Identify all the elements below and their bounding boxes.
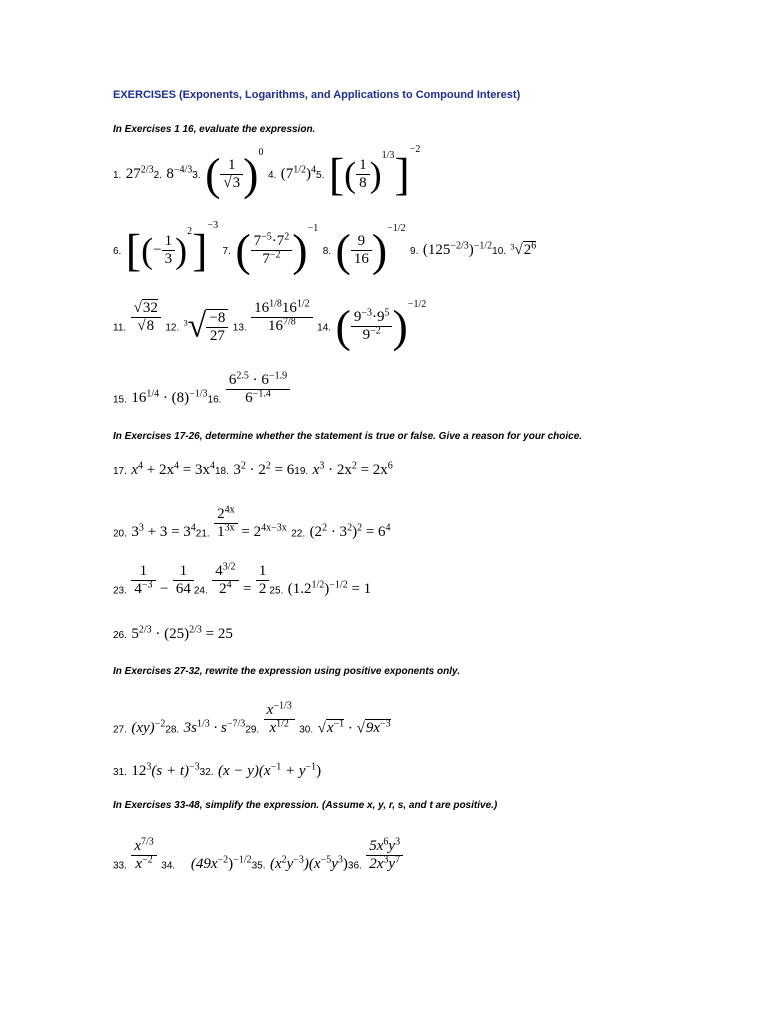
exercise-number: 11.: [113, 322, 127, 334]
expr-16: $\frac{6^{2.5} \cdot 6^{-1.9}}{6^{-1.4}}$: [226, 372, 290, 408]
exercise-row-3: [113, 300, 426, 350]
expr-4: $(7^{1/2})^4$: [280, 164, 317, 182]
expr-17: $x^4 + 2x^4 = 3x^4$: [131, 460, 215, 478]
exercise-number: 24.: [193, 585, 208, 597]
expr-2: $8^{-4/3}$: [166, 164, 193, 182]
expr-12: $^3$√ $\frac{-8}{27}$: [184, 318, 229, 334]
exercise-row-8: [113, 625, 233, 643]
expr-32: $(x - y)(x^{-1} + y^{-1})$: [217, 761, 322, 779]
exercise-number: 15.: [113, 394, 127, 406]
exercise-row-11: [113, 838, 403, 874]
exercise-number: 5.: [316, 170, 325, 181]
expr-5: [( $\frac{1}{8}$ )$^{1/3}$]$^{-2}$: [328, 144, 421, 200]
expr-28: $3s^{1/3} \cdot s^{-7/3}$: [183, 718, 246, 737]
exercise-row-1: [113, 144, 421, 200]
expr-30: $√x^{-1} \cdot √9x^{-3}$: [317, 718, 391, 737]
equals-sign: =: [242, 581, 252, 598]
expr-33: $\frac{x^{7/3}}{x^{-2}}$: [131, 838, 156, 874]
exercise-number: 1.: [113, 170, 122, 181]
expr-27: (xy)$^{-2}$: [131, 718, 166, 737]
expr-3: ( $\frac{1}{√3}$ )$^0$: [205, 147, 264, 200]
expr-10: $^3√2^6$: [510, 240, 537, 258]
expr-36: $\frac{5x^6y^3}{2x^3y^7}$: [366, 838, 403, 874]
exercise-number: 25.: [269, 585, 284, 597]
expr-22: $(2^2 \cdot 3^2)^2 = 6^4$: [309, 522, 391, 541]
expr-14: ( $\frac{9^{-3}\cdot 9^5}{9^{-2}}$ )$^{-1/2}$: [335, 299, 427, 352]
exercise-number: 6.: [113, 246, 122, 257]
exercise-number: 7.: [222, 246, 231, 257]
exercise-row-7: [113, 563, 371, 599]
exercise-number: 23.: [113, 585, 127, 597]
exercise-number: 4.: [267, 170, 277, 181]
expr-35: $(x^2y^{-3})(x^{-5}y^3)$: [269, 854, 348, 873]
exercise-number: 14.: [317, 322, 332, 334]
exercise-row-4: [113, 372, 290, 408]
instruction-33-48: In Exercises 33-48, simplify the expression. (Assume x, y, r, s, and t are positive.): [113, 800, 498, 811]
exercise-number: 2.: [153, 170, 162, 181]
exercise-number: 10.: [492, 246, 507, 257]
exercise-number: 22.: [291, 528, 306, 540]
expr-29: $\frac{x^{-1/3}}{x^{1/2}}$: [264, 702, 295, 738]
instruction-17-26: In Exercises 17-26, determine whether the statement is true or false. Give a reason for your choice.: [113, 431, 583, 442]
expr-23-rhs: $\frac{1}{64}$: [173, 563, 194, 599]
exercise-number: 26.: [113, 630, 127, 641]
exercise-number: 27.: [113, 724, 127, 736]
expr-24: $\frac{4^{3/2}}{2^4}$: [212, 563, 238, 599]
expr-20: $3^3 + 3 = 3^4$: [131, 522, 196, 541]
exercise-number: 32.: [199, 767, 214, 778]
expr-21-rhs: = $2^{4x-3x}$: [237, 522, 287, 541]
exercise-number: 29.: [245, 724, 260, 736]
expr-6: [(− $\frac{1}{3}$ )$^2$]$^{-3}$: [125, 220, 219, 276]
expr-18: $3^2 \cdot 2^2 = 6$: [233, 460, 295, 478]
exercise-number: 28.: [165, 724, 180, 736]
expr-1: $27^{2/3}$: [125, 164, 154, 182]
exercise-number: 30.: [299, 724, 314, 736]
exercise-number: 3.: [192, 170, 201, 181]
expr-25: $(1.2^{1/2})^{-1/2} = 1$: [287, 579, 372, 598]
expr-34: $(49x^{-2})^{-1/2}$: [190, 854, 252, 873]
exercise-number: 13.: [232, 322, 247, 334]
exercise-number: 31.: [113, 767, 127, 778]
page-title: EXERCISES (Exponents, Logarithms, and Applications to Compound Interest): [113, 89, 521, 101]
exercise-number: 35.: [251, 860, 266, 872]
expr-24-rhs: $\frac{1}{2}$: [256, 563, 270, 599]
exercise-row-9: [113, 702, 391, 738]
expr-21: $\frac{2^{4x}}{1^{3x}}$: [214, 506, 238, 542]
exercise-number: 17.: [113, 466, 127, 477]
expr-15: $16^{1/4} \cdot (8)^{-1/3}$: [131, 388, 208, 407]
expr-11: $\frac{√32}{√8}$: [131, 300, 161, 336]
instruction-1-16: In Exercises 1 16, evaluate the expression.: [113, 124, 316, 135]
expr-19: $x^3 \cdot 2x^2 = 2x^6$: [312, 460, 393, 478]
exercise-number: 9.: [410, 246, 419, 257]
exercise-number: 21.: [195, 528, 210, 540]
expr-26: $5^{2/3} \cdot (25)^{2/3} = 25$: [131, 624, 233, 642]
exercise-number: 16.: [207, 394, 222, 406]
expr-8: ( $\frac{9}{16}$ )$^{-1/2}$: [335, 223, 406, 276]
expr-9: $(125^{-2/3})^{-1/2}$: [422, 240, 493, 258]
exercise-number: 18.: [214, 466, 229, 477]
exercise-number: 20.: [113, 528, 127, 540]
exercise-row-6: [113, 506, 391, 542]
exercise-number: 19.: [294, 466, 309, 477]
expr-7: ( $\frac{7^{-5}\cdot 7^2}{7^{-2}}$ )$^{-1}$: [235, 223, 319, 276]
exercise-row-10: [113, 762, 321, 780]
instruction-27-32: In Exercises 27-32, rewrite the expression using positive exponents only.: [113, 666, 460, 677]
exercise-row-5: [113, 461, 393, 479]
expr-31: $12^3(s + t)^{-3}$: [131, 761, 200, 779]
exercise-number: 34.: [161, 860, 176, 872]
exercise-row-2: [113, 220, 537, 276]
exercise-number: 12.: [165, 322, 180, 334]
expr-23: $\frac{1}{4^{-3}}$: [131, 563, 155, 599]
minus-sign: −: [159, 581, 169, 598]
exercise-number: 8.: [322, 246, 332, 257]
expr-13: $\frac{16^{1/8}16^{1/2}}{16^{7/8}}$: [251, 300, 313, 336]
exercise-number: 36.: [347, 860, 362, 872]
exercise-number: 33.: [113, 860, 127, 872]
